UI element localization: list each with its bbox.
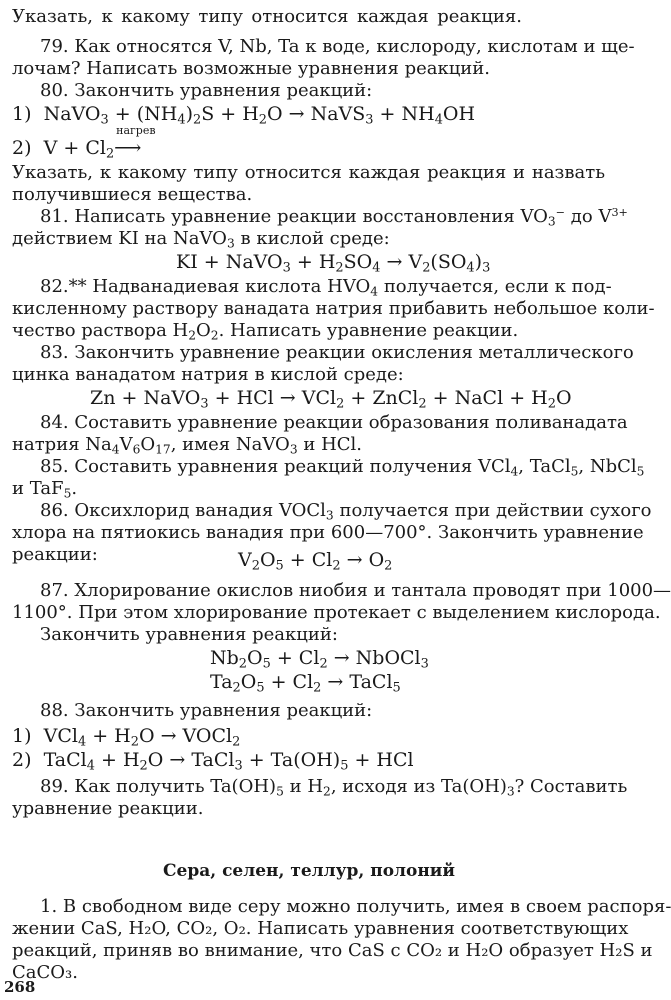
problem-81-line-2: действием KI на NaVO$_3$ в кислой среде: — [12, 228, 390, 251]
equation-87-2: $Ta_2O_5 + Cl_2$ → TaCl$_5$ — [210, 671, 401, 696]
problem-84-line-2: натрия $Na_4V_6O_{17}$, имея NaVO$_3$ и HCl. — [12, 434, 363, 457]
problem-84-line-1: 84. Составить уравнение реакции образования поливанадата — [40, 412, 628, 433]
problem-88-title: 88. Закончить уравнения реакций: — [40, 700, 373, 721]
equation-83: Zn + NaVO$_3$ + HCl → VCl$_2$ + ZnCl$_2$ + NaCl + $H_2O$ — [90, 387, 572, 412]
problem-79-line-1: 79. Как относятся V, Nb, Ta к воде, кислороду, кислотам и ще- — [40, 36, 635, 57]
equation-87-1: $Nb_2O_5 + Cl_2$ → NbOCl$_3$ — [210, 647, 429, 672]
problem-89-line-2: уравнение реакции. — [12, 798, 204, 819]
text-line: Указать, к какому типу относится каждая реакция. — [12, 6, 522, 27]
problem-86-line-3: реакции: — [12, 544, 98, 565]
problem-s1-line-3: реакций, приняв во внимание, что CaS с CO₂ и H₂O образует H₂S и — [12, 940, 653, 961]
problem-87-line-2: 1100°. При этом хлорирование протекает с выделением кислорода. — [12, 602, 661, 623]
problem-86-line-2: хлора на пятиокись ванадия при 600—700°. Закончить уравнение — [12, 522, 644, 543]
equation-88-2: 2) TaCl$_4$ + $H_2O$ → TaCl$_3$ + $Ta(OH)_5$ + HCl — [12, 749, 414, 774]
problem-79-line-2: лочам? Написать возможные уравнения реакций. — [12, 58, 491, 79]
problem-81-line-1: 81. Написать уравнение реакции восстановления $VO_3^-$ до $V^{3+}$ — [40, 205, 628, 229]
arrow-label: нагрев — [116, 124, 156, 137]
problem-85-line-2: и TaF$_5$. — [12, 478, 78, 501]
problem-80-title: 80. Закончить уравнения реакций: — [40, 80, 373, 101]
problem-s1-line-4: CaCO₃. — [12, 962, 78, 983]
equation-88-1: 1) $VCl_4 + H_2O$ → VOCl$_2$ — [12, 725, 241, 750]
equation-80-1: 1) NaVO$_3$ + $(NH_4)_2S + H_2O$ → NaVS$_3$ + $NH_4OH$ — [12, 103, 476, 128]
equation-86: $V_2O_5 + Cl_2 \to O_2$ — [238, 549, 393, 574]
problem-86-line-1: 86. Оксихлорид ванадия VOCl$_3$ получается при действии сухого — [40, 500, 652, 523]
section-heading: Сера, селен, теллур, полоний — [163, 861, 456, 881]
problem-89-line-1: 89. Как получить $Ta(OH)_5$ и $H_2$, исходя из $Ta(OH)_3$? Составить — [40, 776, 628, 799]
page-number: 268 — [4, 978, 36, 996]
text-line: Указать, к какому типу относится каждая реакция и назвать — [12, 162, 605, 183]
problem-83-line-2: цинка ванадатом натрия в кислой среде: — [12, 364, 404, 385]
problem-82-line-1: 82.** Надванадиевая кислота $HVO_4$ получается, если к под- — [40, 276, 612, 299]
problem-87-line-3: Закончить уравнения реакций: — [40, 624, 338, 645]
problem-82-line-2: кисленному раствору ванадата натрия прибавить небольшое коли- — [12, 298, 655, 319]
problem-s1-line-1: 1. В свободном виде серу можно получить, имея в своем распоря- — [40, 896, 671, 917]
equation-81: KI + NaVO$_3$ + $H_2SO_4 \to V_2(SO_4)_3$ — [176, 251, 491, 276]
problem-s1-line-2: жении CaS, H₂O, CO₂, O₂. Написать уравнения соответствующих — [12, 918, 629, 939]
problem-82-line-3: чество раствора $H_2O_2$. Написать уравнение реакции. — [12, 320, 519, 343]
problem-87-line-1: 87. Хлорирование окислов ниобия и тантала проводят при 1000— — [40, 580, 671, 601]
equation-80-2: 2) $V + Cl_2$ нагрев ⟶ — [12, 124, 156, 162]
problem-83-line-1: 83. Закончить уравнение реакции окисления металлического — [40, 342, 634, 363]
text-line: получившиеся вещества. — [12, 184, 253, 205]
problem-85-line-1: 85. Составить уравнения реакций получения VCl$_4$, TaCl$_5$, NbCl$_5$ — [40, 456, 645, 479]
